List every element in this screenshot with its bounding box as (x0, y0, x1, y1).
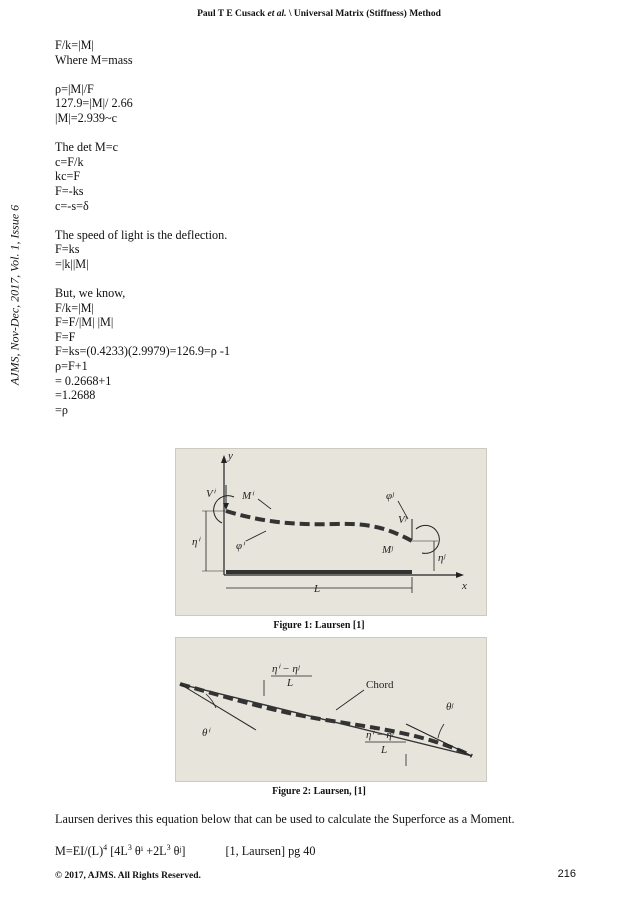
fig2-frac-bot-num: ηⁱ − ηʲ (366, 729, 394, 741)
fig2-frac-top-num: ηⁱ − ηʲ (272, 663, 300, 675)
body-line: But, we know, (55, 286, 126, 301)
figure-1 (175, 448, 487, 616)
mi-pointer (258, 499, 271, 509)
fig1-label-etaj: ηʲ (438, 552, 446, 564)
body-line: F=-ks (55, 183, 84, 198)
journal-sidebar (6, 170, 24, 420)
body-line: = 0.2668+1 (55, 373, 112, 388)
page-number: 216 (557, 868, 576, 880)
eq-mid1: [4L (107, 844, 128, 859)
fig2-frac-top-den: L (287, 677, 294, 689)
blank-line (55, 67, 595, 82)
body-line: 127.9=|M|/ 2.66 (55, 96, 133, 111)
body-line: Where M=mass (55, 52, 133, 67)
figure-1-caption: Figure 1: Laursen [1] (273, 620, 365, 631)
x-axis-arrow (456, 572, 464, 578)
eq-mid2: θⁱ +2L (131, 844, 167, 859)
mj-curl (416, 525, 439, 553)
fig1-label-vj: Vʲ (398, 514, 407, 526)
fig1-label-mj: Mʲ (382, 544, 393, 556)
fig1-label-mi: Mⁱ (242, 490, 254, 502)
body-line: F/k=|M| (55, 300, 94, 315)
tangent-j (406, 724, 472, 756)
fig1-label-phii: φⁱ (236, 540, 245, 552)
body-line: F/k=|M| (55, 38, 94, 52)
fig1-label-l: L (314, 583, 321, 595)
body-line: =1.2688 (55, 388, 96, 403)
body-line: The det M=c (55, 140, 119, 155)
footer-copyright: © 2017, AJMS. All Rights Reserved. (55, 871, 201, 881)
figure-2-caption: Figure 2: Laursen, [1] (272, 786, 366, 797)
header-title: \ Universal Matrix (Stiffness) Method (288, 9, 441, 19)
fig2-thetai: θⁱ (202, 727, 210, 739)
body-line: ρ=F+1 (55, 359, 88, 374)
eq-exp4: 4 (103, 843, 108, 852)
figure-1-diagram (176, 449, 486, 615)
eq-exp3b: 3 (166, 843, 171, 852)
body-line: kc=F (55, 169, 81, 184)
body-line: |M|=2.939~c (55, 110, 118, 125)
blank-line (55, 126, 595, 141)
fig1-label-etai: ηⁱ (192, 536, 200, 548)
body-line: =ρ (55, 402, 68, 417)
body-line: F=ks (55, 242, 80, 257)
running-header (0, 9, 638, 19)
header-authors: Paul T E Cusack (197, 9, 266, 19)
body-line: The speed of light is the deflection. (55, 227, 228, 242)
equation-line (55, 843, 316, 859)
eq-exp3a: 3 (127, 843, 132, 852)
header-etal: et al. (267, 9, 287, 19)
eq-lhs: M=EI/(L) (55, 844, 104, 859)
fig2-chord-label: Chord (366, 679, 394, 691)
fig2-thetaj: θʲ (446, 701, 454, 713)
body-line: F=F (55, 329, 76, 344)
journal-citation: AJMS, Nov-Dec, 2017, Vol. 1, Issue 6 (7, 204, 22, 386)
fig1-label-vi: Vⁱ (206, 488, 215, 500)
paragraph-superforce: Laursen derives this equation below that can be used to calculate the Superforce as a Moment. (55, 812, 515, 826)
fig1-label-x: x (462, 580, 467, 592)
body-line: c=-s=δ (55, 198, 89, 213)
fig2-frac-bot-den: L (381, 744, 388, 756)
phii-pointer (246, 531, 266, 541)
chord-pointer (336, 690, 364, 710)
eq-mid3: θʲ] (170, 844, 186, 859)
body-line: c=F/k (55, 154, 84, 169)
body-line: =|k||M| (55, 256, 89, 271)
body-line: F=ks=(0.4233)(2.9979)=126.9=ρ -1 (55, 344, 231, 359)
theta-j-arc (438, 724, 444, 738)
body-line: ρ=|M|/F (55, 81, 94, 96)
fig1-label-y: y (228, 450, 233, 462)
figure-2 (175, 637, 487, 782)
blank-line (55, 272, 595, 287)
eq-reference: [1, Laursen] pg 40 (225, 844, 316, 859)
y-axis-arrow (221, 455, 227, 463)
tangent-i (180, 684, 256, 730)
blank-line (55, 213, 595, 228)
beam-deflected (226, 511, 412, 541)
body-line: F=F/|M| |M| (55, 315, 114, 330)
figure-2-diagram (176, 638, 486, 781)
body-text (55, 38, 595, 417)
fig1-label-phij: φʲ (386, 490, 394, 502)
